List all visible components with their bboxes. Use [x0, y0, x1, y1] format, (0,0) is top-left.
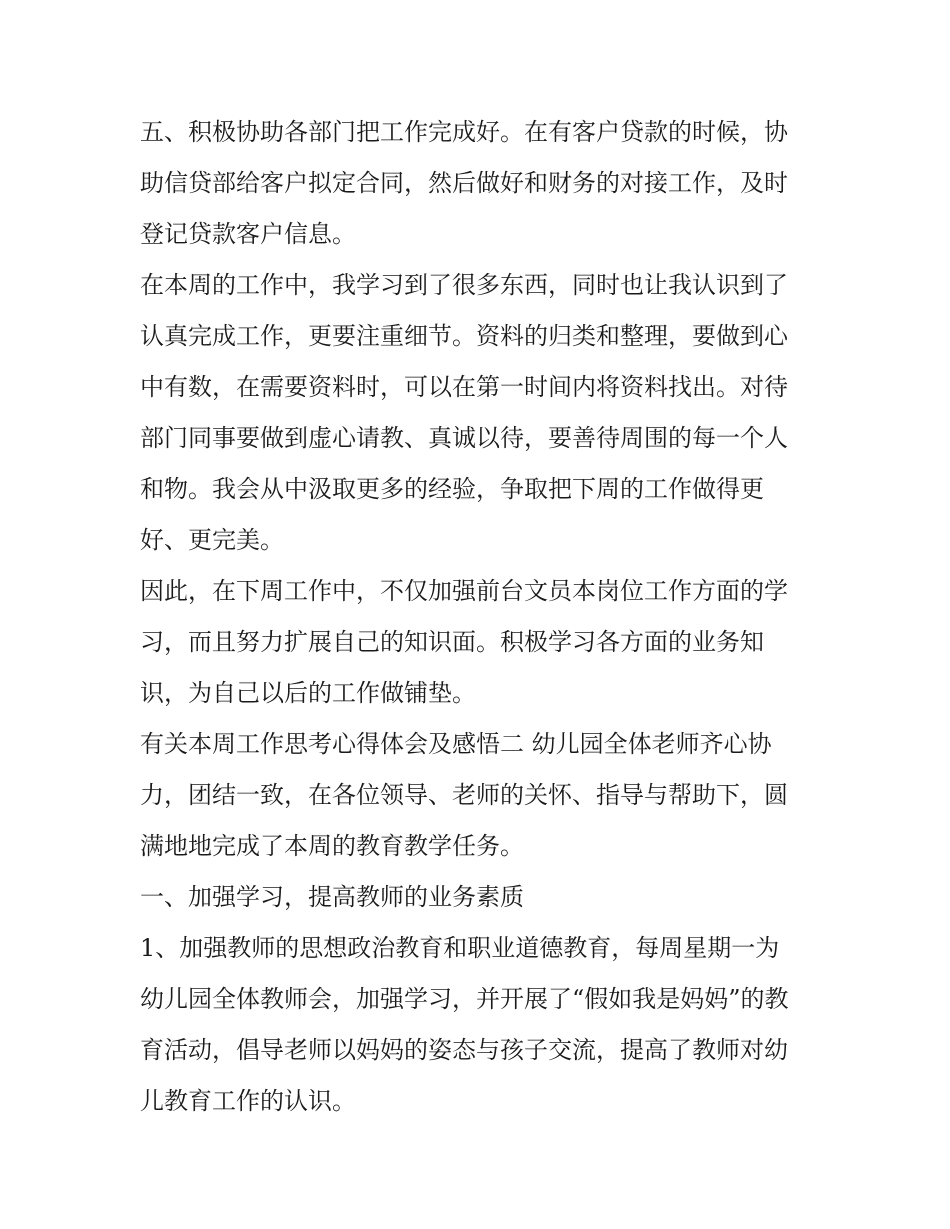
text-line: 认真完成工作，更要注重细节。资料的归类和整理，要做到心: [140, 322, 788, 350]
text-line: 1、加强教师的思想政治教育和职业道德教育，每周星期一为: [140, 934, 780, 962]
text-line: 满地地完成了本周的教育教学任务。: [140, 832, 524, 860]
paragraph-item-one: [140, 928, 816, 1132]
paragraph-second-article: [140, 724, 816, 877]
text-line: 和物。我会从中汲取更多的经验，争取把下周的工作做得更: [140, 475, 764, 503]
text-line: 儿教育工作的认识。: [140, 1087, 356, 1115]
paragraph-section-five: [140, 112, 816, 265]
heading-line: 一、加强学习，提高教师的业务素质: [140, 883, 524, 911]
text-line: 登记贷款客户信息。: [140, 220, 356, 248]
text-line: 因此，在下周工作中，不仅加强前台文员本岗位工作方面的学: [140, 577, 788, 605]
text-line: 在本周的工作中，我学习到了很多东西，同时也让我认识到了: [140, 271, 788, 299]
text-line: 有关本周工作思考心得体会及感悟二 幼儿园全体老师齐心协: [140, 730, 772, 758]
text-line: 识，为自己以后的工作做铺垫。: [140, 679, 476, 707]
document-page: [140, 112, 816, 1132]
text-line: 部门同事要做到虚心请教、真诚以待，要善待周围的每一个人: [140, 424, 788, 452]
paragraph-next-week: [140, 571, 816, 724]
section-heading-one: [140, 877, 816, 928]
text-line: 中有数，在需要资料时，可以在第一时间内将资料找出。对待: [140, 373, 788, 401]
text-line: 幼儿园全体教师会，加强学习，并开展了“假如我是妈妈”的教: [140, 985, 789, 1013]
text-line: 五、积极协助各部门把工作完成好。在有客户贷款的时候，协: [140, 118, 788, 146]
text-line: 习，而且努力扩展自己的知识面。积极学习各方面的业务知: [140, 628, 764, 656]
paragraph-summary: [140, 265, 816, 571]
text-line: 育活动，倡导老师以妈妈的姿态与孩子交流，提高了教师对幼: [140, 1036, 788, 1064]
text-line: 好、更完美。: [140, 526, 284, 554]
text-line: 助信贷部给客户拟定合同，然后做好和财务的对接工作，及时: [140, 169, 788, 197]
text-line: 力，团结一致，在各位领导、老师的关怀、指导与帮助下，圆: [140, 781, 788, 809]
